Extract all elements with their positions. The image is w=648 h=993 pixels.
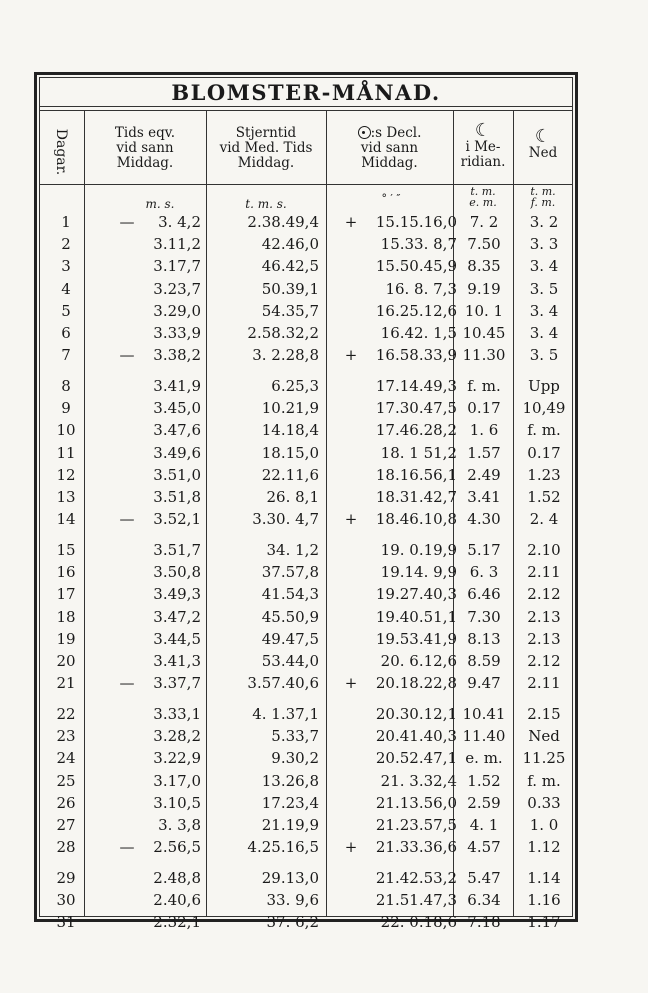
cell-ned: Upp [528,377,560,395]
cell-decl: 21.23.57,5 [375,816,457,834]
cell-decl: 17.14.49,3 [375,377,457,395]
cell-ned: 1.52 [527,488,561,506]
cell-sid: 3.30. 4,7 [252,510,319,529]
cell-eqv: 3.23,7 [153,279,201,298]
cell-sid: 9.30,2 [271,749,319,768]
cell-eqv: 3.51,0 [153,465,201,484]
cell-decl: 21. 3.32,4 [380,771,457,790]
cell-ned: 2.13 [527,607,561,626]
unit-eqv: m. s. [145,197,175,211]
cell-ned: 11.25 [522,749,566,768]
cell-ned: 2.11 [527,674,561,693]
cell-eqv: 3.33,9 [153,324,201,342]
cell-day: 17 [56,585,76,604]
cell-dsign: + [344,674,358,693]
cell-decl: 21.13.56,0 [375,793,457,812]
table-row [39,703,573,725]
cell-mer: 8.13 [467,629,501,648]
table-row [39,464,573,486]
header-moon-meridian: ☾ i Me- ridian. [453,122,513,170]
table-row [39,486,573,508]
table-row [39,606,573,628]
cell-sid: 22.11,6 [261,465,319,484]
cell-mer: 7.30 [467,607,501,626]
cell-ned: f. m. [527,421,561,440]
table-row [39,725,573,747]
table-row [39,650,573,672]
cell-eqv: 3.50,8 [153,563,201,582]
table-row [39,583,573,605]
cell-sid: 45.50,9 [261,607,319,626]
cell-decl: 21.42.53,2 [375,869,457,887]
cell-day: 6 [61,324,71,342]
sun-icon [358,126,371,139]
cell-sid: 10.21,9 [261,399,319,418]
cell-eqv: 3.44,5 [153,629,201,648]
cell-mer: 4.57 [467,838,501,857]
cell-sid: 53.44,0 [261,652,319,670]
cell-eqv: 3.10,5 [153,793,201,812]
cell-eqv: 3.47,2 [153,607,201,626]
cell-mer: 4. 1 [469,816,499,834]
cell-mer: 0.17 [467,399,501,418]
cell-ned: 2. 4 [529,510,559,529]
header-moon-set: ☾ Ned [513,128,573,161]
cell-decl: 20. 6.12,6 [380,652,457,670]
cell-mer: 7.18 [467,913,501,932]
cell-day: 8 [61,377,71,395]
cell-decl: 19. 0.19,9 [380,541,457,559]
cell-day: 7 [61,346,71,365]
cell-sid: 37.57,8 [261,563,319,582]
cell-day: 31 [56,913,76,932]
table-row [39,300,573,322]
cell-dsign: + [344,838,358,857]
cell-day: 19 [56,629,76,648]
cell-decl: 20.52.47,1 [375,749,457,768]
cell-sign: — [119,838,135,857]
cell-day: 14 [56,510,76,529]
cell-decl: 22. 0.18,6 [380,913,457,932]
cell-sid: 13.26,8 [261,771,319,790]
header-sidereal-time: Stjerntid vid Med. Tids Middag. [219,125,313,171]
cell-mer: f. m. [467,377,501,395]
cell-day: 5 [61,301,71,320]
cell-day: 9 [61,399,71,418]
cell-mer: 3.41 [467,488,501,506]
cell-sid: 18.15,0 [261,443,319,462]
cell-decl: 19.27.40,3 [375,585,457,604]
cell-day: 26 [56,793,76,812]
cell-day: 10 [56,421,76,440]
table-row [39,814,573,836]
table-row [39,508,573,530]
cell-decl: 21.33.36,6 [375,838,457,857]
header-sun-declination: :s Decl. vid sann Middag. [326,126,453,171]
cell-mer: 1. 6 [469,421,499,440]
cell-eqv: 3.17,0 [153,771,201,790]
table-row [39,792,573,814]
table-row [39,322,573,344]
table-row [39,889,573,911]
unit-ned: t. m. f. m. [530,185,556,209]
cell-sid: 33. 9,6 [266,891,319,910]
cell-ned: 1.12 [527,838,561,857]
cell-ned: 2.15 [527,705,561,723]
cell-eqv: 3.11,2 [153,235,201,254]
cell-ned: 2.13 [527,629,561,648]
cell-sid: 5.33,7 [271,727,319,746]
moon-icon: ☾ [474,120,492,141]
cell-eqv: 3.52,1 [153,510,201,529]
header-day: Dagar. [53,128,70,176]
cell-ned: 1.17 [527,913,561,932]
cell-day: 28 [56,838,76,857]
cell-eqv: 2.48,8 [153,869,201,887]
cell-mer: 1.52 [467,771,501,790]
cell-mer: 7.50 [467,235,501,254]
cell-mer: e. m. [465,749,503,768]
cell-eqv: 3.17,7 [153,257,201,276]
cell-mer: 11.40 [462,727,506,746]
cell-eqv: 3. 4,2 [158,213,201,231]
cell-ned: 1.14 [527,869,561,887]
page-title: BLOMSTER-MÅNAD. [171,80,441,105]
cell-mer: 10.45 [462,324,506,342]
cell-mer: 7. 2 [469,213,499,231]
cell-day: 29 [56,869,76,887]
cell-mer: 2.59 [467,793,501,812]
cell-day: 20 [56,652,76,670]
cell-ned: 2.11 [527,563,561,582]
cell-sid: 14.18,4 [261,421,319,440]
cell-mer: 6. 3 [469,563,499,582]
table-row [39,539,573,561]
cell-day: 13 [56,488,76,506]
cell-decl: 17.30.47,5 [375,399,457,418]
cell-eqv: 3.38,2 [153,346,201,365]
cell-ned: 3. 3 [529,235,559,254]
table-row [39,770,573,792]
table-row [39,867,573,889]
cell-sign: — [119,213,135,231]
cell-sid: 37. 6,2 [266,913,319,932]
cell-sid: 4. 1.37,1 [252,705,319,723]
cell-mer: 6.46 [467,585,501,604]
table-row [39,628,573,650]
table-row [39,442,573,464]
cell-eqv: 3.29,0 [153,301,201,320]
cell-sid: 3. 2.28,8 [252,346,319,365]
cell-eqv: 3.45,0 [153,399,201,418]
cell-day: 25 [56,771,76,790]
cell-sid: 2.58.32,2 [247,324,319,342]
cell-day: 23 [56,727,76,746]
cell-day: 12 [56,465,76,484]
table-row [39,278,573,300]
cell-ned: 3. 5 [529,346,559,365]
cell-mer: 8.35 [467,257,501,276]
header-time-equation: Tids eqv. vid sann Middag. [114,125,176,171]
cell-decl: 21.51.47,3 [375,891,457,910]
cell-decl: 16.42. 1,5 [380,324,457,342]
cell-sid: 3.57.40,6 [247,674,319,693]
cell-dsign: + [344,510,358,529]
cell-decl: 15.15.16,0 [375,213,457,231]
table-row [39,561,573,583]
cell-ned: 1.16 [527,891,561,910]
cell-sid: 26. 8,1 [266,488,319,506]
cell-sid: 4.25.16,5 [247,838,319,857]
cell-mer: 2.49 [467,465,501,484]
cell-eqv: 3.22,9 [153,749,201,768]
moon-icon: ☾ [534,126,552,147]
cell-eqv: 2.56,5 [153,838,201,857]
cell-eqv: 2.40,6 [153,891,201,910]
table-row [39,233,573,255]
table-row [39,211,573,233]
cell-sid: 50.39,1 [261,279,319,298]
cell-decl: 15.33. 8,7 [380,235,457,254]
cell-sid: 34. 1,2 [266,541,319,559]
cell-ned: 2.10 [527,541,561,559]
cell-mer: 6.34 [467,891,501,910]
cell-day: 27 [56,816,76,834]
cell-sid: 49.47,5 [261,629,319,648]
cell-sid: 41.54,3 [261,585,319,604]
cell-sid: 29.13,0 [261,869,319,887]
cell-decl: 18.31.42,7 [375,488,457,506]
cell-sid: 2.38.49,4 [247,213,319,231]
cell-day: 16 [56,563,76,582]
table-row [39,672,573,694]
cell-decl: 16. 8. 7,3 [385,279,457,298]
cell-day: 3 [61,257,71,276]
cell-eqv: 3.33,1 [153,705,201,723]
cell-sign: — [119,346,135,365]
cell-decl: 19.53.41,9 [375,629,457,648]
cell-mer: 4.30 [467,510,501,529]
cell-decl: 18.16.56,1 [375,465,457,484]
table-row [39,419,573,441]
cell-dsign: + [344,346,358,365]
cell-ned: 1.23 [527,465,561,484]
cell-ned: Ned [528,727,560,746]
cell-mer: 9.47 [467,674,501,693]
cell-decl: 18. 1 51,2 [380,443,457,462]
table-row [39,375,573,397]
cell-eqv: 3.51,7 [153,541,201,559]
cell-mer: 11.30 [462,346,506,365]
table-row [39,911,573,933]
cell-day: 18 [56,607,76,626]
cell-decl: 15.50.45,9 [375,257,457,276]
cell-mer: 8.59 [467,652,501,670]
cell-ned: 3. 2 [529,213,559,231]
cell-ned: 2.12 [527,585,561,604]
unit-sid: t. m. s. [245,197,287,211]
cell-eqv: 2.32,1 [153,913,201,932]
cell-eqv: 3.47,6 [153,421,201,440]
cell-decl: 20.18.22,8 [375,674,457,693]
cell-day: 4 [61,279,71,298]
cell-ned: 0.17 [527,443,561,462]
unit-mer: t. m. e. m. [469,185,497,209]
cell-dsign: + [344,213,358,231]
cell-sign: — [119,510,135,529]
cell-decl: 19.40.51,1 [375,607,457,626]
title-rule-bottom [39,110,573,111]
cell-eqv: 3.49,6 [153,443,201,462]
cell-sid: 46.42,5 [261,257,319,276]
cell-decl: 18.46.10,8 [375,510,457,529]
cell-day: 21 [56,674,76,693]
table-row [39,255,573,277]
cell-ned: 3. 4 [529,301,559,320]
cell-mer: 5.17 [467,541,501,559]
table-row [39,747,573,769]
cell-day: 15 [56,541,76,559]
cell-day: 2 [61,235,71,254]
cell-ned: 3. 4 [529,257,559,276]
cell-ned: 0.33 [527,793,561,812]
cell-decl: 20.41.40,3 [375,727,457,746]
cell-decl: 16.58.33,9 [375,346,457,365]
cell-day: 1 [61,213,71,231]
cell-day: 24 [56,749,76,768]
cell-ned: 3. 4 [529,324,559,342]
cell-sign: — [119,674,135,693]
cell-decl: 19.14. 9,9 [380,563,457,582]
cell-sid: 42.46,0 [261,235,319,254]
table-row [39,397,573,419]
cell-eqv: 3.41,9 [153,377,201,395]
cell-mer: 10. 1 [464,301,504,320]
cell-mer: 9.19 [467,279,501,298]
cell-eqv: 3.51,8 [153,488,201,506]
cell-mer: 5.47 [467,869,501,887]
cell-eqv: 3.49,3 [153,585,201,604]
cell-sid: 54.35,7 [261,301,319,320]
cell-ned: f. m. [527,771,561,790]
cell-decl: 16.25.12,6 [375,301,457,320]
unit-decl: ° ′ ″ [381,192,401,205]
cell-eqv: 3.41,3 [153,652,201,670]
table-row [39,836,573,858]
title-rule-top [39,106,573,107]
cell-eqv: 3.37,7 [153,674,201,693]
cell-day: 22 [56,705,76,723]
table-row [39,344,573,366]
cell-sid: 21.19,9 [261,816,319,834]
cell-eqv: 3. 3,8 [158,816,201,834]
cell-ned: 2.12 [527,652,561,670]
cell-sid: 6.25,3 [271,377,319,395]
cell-ned: 10,49 [522,399,566,418]
cell-decl: 17.46.28,2 [375,421,457,440]
cell-day: 11 [56,443,76,462]
cell-day: 30 [56,891,76,910]
cell-ned: 1. 0 [529,816,559,834]
cell-mer: 10.41 [462,705,506,723]
cell-decl: 20.30.12,1 [375,705,457,723]
cell-mer: 1.57 [467,443,501,462]
cell-eqv: 3.28,2 [153,727,201,746]
cell-ned: 3. 5 [529,279,559,298]
cell-sid: 17.23,4 [261,793,319,812]
